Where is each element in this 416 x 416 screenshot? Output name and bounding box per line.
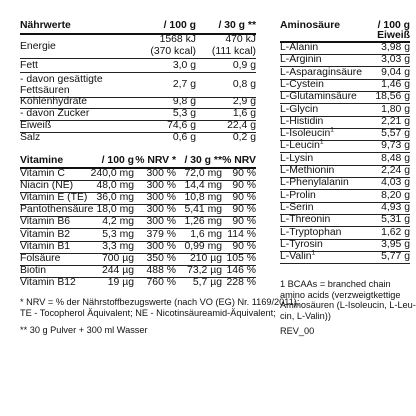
amino-footnote-3: Aminosäuren (L-Isoleucin, L-Leu- (280, 300, 416, 310)
footnote-marker: 1 (319, 138, 324, 146)
vitamin-v100-cell: 5,3 mg (102, 228, 134, 240)
amino-name-cell (280, 42, 318, 54)
vitamin-v100-cell: 240,0 mg (90, 168, 134, 179)
amino-value-cell: 4,93 g (381, 201, 410, 213)
amino-footnote-1: 1 BCAAs = branched chain (280, 279, 391, 289)
amino-value-cell: 3,03 g (381, 54, 410, 66)
amino-name-cell (280, 251, 315, 263)
amino-name-cell (280, 227, 341, 239)
amino-name-cell (280, 79, 324, 91)
vitamin-nrv100-cell: 300 % (146, 216, 176, 228)
protein-100: 74,6 g (167, 120, 196, 131)
vitamin-name-cell: Vitamin B12 (20, 276, 76, 288)
amino-name-cell (280, 116, 323, 128)
amino-value-cell: 9,73 g (381, 140, 410, 152)
amino-value-cell: 8,20 g (381, 189, 410, 201)
amino-name: L-Valin (280, 251, 312, 263)
footnote-nrv: * NRV = % der Nährstoffbezugswerte (nach VO (EG) Nr. 1169/2011); (20, 297, 300, 307)
sat-label-1: - davon gesättigte (20, 74, 103, 85)
amino-name: L-Phenylalanin (280, 177, 349, 189)
energy-kj-30: 470 kJ (225, 34, 256, 45)
vitamin-nrv100-cell: 300 % (146, 168, 176, 179)
sat-label-2: Fettsäuren (20, 85, 70, 96)
fat-label: Fett (20, 60, 38, 71)
vitamin-nrv30-cell: 90 % (232, 168, 256, 179)
amino-name-cell (280, 165, 334, 177)
footnote-nrv-2: TE - Tocopherol Äquivalent; NE - Nicotinsäureamid-Äquivalent; (20, 308, 276, 318)
energy-kcal-30: (111 kcal) (211, 46, 256, 57)
amino-name-cell (280, 153, 313, 165)
amino-name-cell (280, 190, 316, 202)
vitamin-nrv100-cell: 300 % (146, 204, 176, 216)
amino-name: L-Cystein (280, 78, 324, 90)
amino-value-cell: 9,04 g (381, 66, 410, 78)
vitamin-nrv100-cell: 300 % (146, 240, 176, 252)
vitamin-v100-cell: 244 µg (102, 264, 134, 276)
amino-name: L-Glycin (280, 103, 319, 115)
vitamin-nrv30-cell: 114 % (227, 228, 256, 240)
amino-name-cell (280, 128, 334, 140)
sugar-label: - davon Zucker (20, 108, 90, 119)
amino-name: L-Histidin (280, 115, 324, 127)
amino-name-cell (280, 177, 349, 189)
carbs-100: 9,8 g (172, 96, 196, 107)
vitamin-nrv30-cell: 105 % (226, 252, 256, 264)
nutrition-header-per30: / 30 g ** (218, 20, 256, 31)
vitamin-nrv30-cell: 146 % (226, 264, 256, 276)
vitamin-v100-cell: 700 µg (102, 252, 134, 264)
amino-name-cell (280, 140, 323, 152)
vitamin-nrv100-cell: 760 % (146, 276, 176, 288)
vitamin-nrv30-cell: 90 % (232, 216, 256, 228)
amino-name-cell (280, 214, 330, 226)
amino-name: L-Arginin (280, 54, 322, 66)
vitamin-v30-cell: 5,41 mg (184, 204, 222, 216)
divider (280, 263, 410, 264)
amino-value-cell: 1,80 g (381, 103, 410, 115)
footnote-marker: 1 (311, 249, 316, 257)
vitamin-v30-cell: 72,0 mg (184, 168, 222, 179)
amino-name: L-Prolin (280, 189, 316, 201)
amino-footnote-4: cin, L-Valin)) (280, 311, 331, 321)
amino-name: L-Leucin (280, 140, 320, 152)
salt-30: 0,2 g (232, 132, 256, 143)
vitamin-v30-cell: 14,4 mg (184, 180, 222, 192)
salt-100: 0,6 g (172, 132, 196, 143)
vitamin-v30-cell: 10,8 mg (184, 192, 222, 204)
amino-header-per100b: Eiweiß (377, 30, 410, 41)
sat-100: 2,7 g (172, 79, 196, 90)
amino-name: L-Isoleucin (280, 128, 331, 140)
fat-100: 3,0 g (172, 60, 196, 71)
vitamin-name-cell: Vitamin E (TE) (20, 192, 88, 204)
amino-name: L-Tryptophan (280, 226, 342, 238)
fat-30: 0,9 g (232, 60, 256, 71)
amino-value-cell: 5,77 g (381, 251, 410, 263)
vitamin-v100-cell: 4,2 mg (102, 216, 134, 228)
amino-header-label: Aminosäure (280, 20, 341, 31)
salt-label: Salz (20, 132, 41, 143)
amino-name-cell (280, 54, 322, 66)
vitamin-nrv100-cell: 488 % (146, 264, 176, 276)
vitamin-nrv100-cell: 379 % (146, 228, 176, 240)
vitamin-name-cell: Vitamin B6 (20, 216, 71, 228)
vitamin-v100-cell: 36,0 mg (96, 192, 134, 204)
carbs-30: 2,9 g (232, 96, 256, 107)
vitamin-v30-cell: 5,7 µg (192, 276, 222, 288)
amino-name: L-Serin (280, 201, 314, 213)
footnote-marker: 1 (330, 126, 334, 134)
amino-value-cell: 18,56 g (375, 91, 410, 103)
vitamin-v30-cell: 1,26 mg (184, 216, 222, 228)
vitamin-name-cell: Vitamin B2 (20, 228, 71, 240)
vitamin-v30-cell: 73,2 µg (187, 264, 222, 276)
vitamin-name-cell: Biotin (20, 264, 46, 276)
vitamin-v30-cell: 210 µg (190, 252, 222, 264)
footnote-serving: ** 30 g Pulver + 300 ml Wasser (20, 325, 148, 335)
vitamin-v30-cell: 1,6 mg (190, 228, 222, 240)
vitamin-v100-cell: 18,0 mg (96, 204, 134, 216)
amino-name-cell (280, 202, 314, 214)
vitamin-header-per30: / 30 g ** (184, 155, 222, 166)
amino-value-cell: 2,24 g (381, 165, 410, 176)
amino-footnote-2: amino acids (verzweigtkettige (280, 290, 401, 300)
vitamin-header-nrv1: % NRV * (135, 155, 176, 166)
amino-value-cell: 2,21 g (381, 115, 410, 127)
sugar-30: 1,6 g (232, 108, 256, 119)
vitamin-header-nrv2: % NRV (222, 155, 256, 166)
nutrition-header-per100: / 100 g (163, 20, 196, 31)
amino-name-cell (280, 239, 323, 251)
vitamin-nrv30-cell: 90 % (232, 192, 256, 204)
amino-name: L-Lysin (280, 152, 314, 164)
carbs-label: Kohlenhydrate (20, 96, 88, 107)
vitamin-v30-cell: 0,99 mg (184, 240, 222, 252)
amino-value-cell: 5,57 g (381, 128, 410, 140)
amino-value-cell: 3,95 g (381, 238, 410, 250)
vitamin-name-cell: Niacin (NE) (20, 180, 74, 192)
amino-value-cell: 5,31 g (381, 214, 410, 226)
vitamin-nrv30-cell: 228 % (226, 276, 256, 288)
vitamin-header-per100: / 100 g (101, 155, 134, 166)
nutrition-header-label: Nährwerte (20, 20, 71, 31)
vitamin-nrv30-cell: 90 % (232, 204, 256, 216)
protein-label: Eiweiß (20, 120, 52, 131)
vitamin-nrv30-cell: 90 % (232, 180, 256, 192)
protein-30: 22,4 g (227, 120, 256, 131)
amino-name: L-Methionin (280, 165, 335, 176)
amino-value-cell: 4,03 g (381, 177, 410, 189)
vitamin-v100-cell: 48,0 mg (96, 180, 134, 192)
sugar-100: 5,3 g (172, 108, 196, 119)
amino-name-cell (280, 104, 318, 116)
amino-name: L-Glutaminsäure (280, 91, 357, 103)
amino-name: L-Alanin (280, 42, 319, 53)
amino-header-per100: / 100 g (377, 20, 410, 31)
revision-code: REV_00 (280, 326, 315, 336)
vitamin-name-cell: Vitamin B1 (20, 240, 71, 252)
vitamin-v100-cell: 19 µg (107, 276, 134, 288)
amino-value-cell: 3,98 g (381, 42, 410, 53)
divider (20, 72, 256, 73)
amino-value-cell: 1,62 g (381, 226, 410, 238)
amino-value-cell: 8,48 g (381, 152, 410, 164)
divider (20, 58, 256, 59)
amino-name: L-Threonin (280, 214, 331, 226)
energy-kcal-100: (370 kcal) (150, 46, 196, 57)
sat-30: 0,8 g (232, 79, 256, 90)
vitamin-header-label: Vitamine (20, 155, 64, 166)
vitamin-nrv100-cell: 300 % (146, 180, 176, 192)
vitamin-nrv30-cell: 90 % (232, 240, 256, 252)
vitamin-nrv100-cell: 350 % (146, 252, 176, 264)
vitamin-v100-cell: 3,3 mg (102, 240, 134, 252)
amino-name: L-Asparaginsäure (280, 66, 363, 78)
energy-kj-100: 1568 kJ (159, 34, 196, 45)
amino-value-cell: 1,46 g (381, 78, 410, 90)
vitamin-name-cell: Pantothensäure (20, 204, 94, 216)
amino-name: L-Tyrosin (280, 238, 323, 250)
energy-label: Energie (20, 41, 56, 52)
vitamin-nrv100-cell: 300 % (146, 192, 176, 204)
vitamin-name-cell: Folsäure (20, 252, 61, 264)
vitamin-name-cell: Vitamin C (20, 168, 65, 179)
